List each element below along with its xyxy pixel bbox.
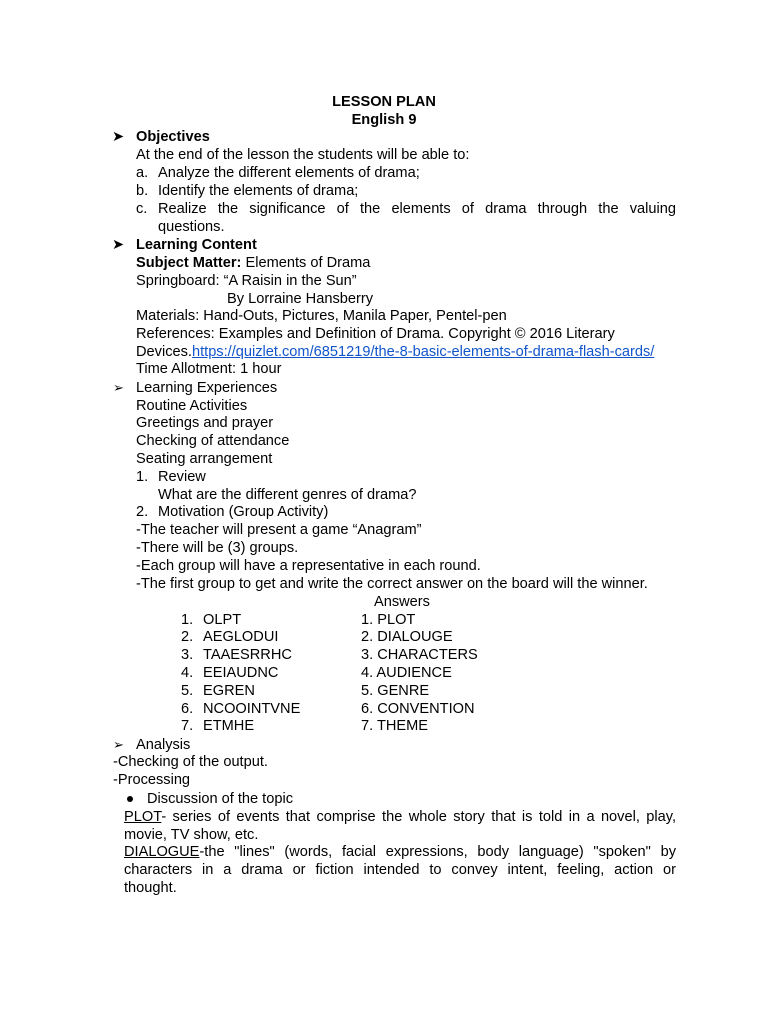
objective-item: Analyze the different elements of drama; xyxy=(158,165,420,181)
references-link-line xyxy=(136,343,654,361)
anagram-number: 3. xyxy=(181,647,194,663)
anagram-scrambled: AEGLODUI xyxy=(203,629,279,645)
objectives-heading: Objectives xyxy=(136,129,210,145)
quizlet-link[interactable]: https://quizlet.com/6851219/the-8-basic-elements-of-drama-flash-cards/ xyxy=(191,344,655,360)
review-question: What are the different genres of drama? xyxy=(158,487,417,503)
plot-term: PLOT xyxy=(124,809,162,825)
motivation-line: -There will be (3) groups. xyxy=(136,540,299,556)
motivation-marker: 2. xyxy=(136,504,149,520)
anagram-scrambled: OLPT xyxy=(203,612,242,628)
dialogue-definition-text: -the "lines" (words, facial expressions, body language) "spoken" by xyxy=(199,844,676,860)
routine-line: Greetings and prayer xyxy=(136,415,274,431)
anagram-number: 5. xyxy=(181,683,194,699)
anagram-answer: 5. GENRE xyxy=(361,683,430,699)
arrow-bullet-icon: ➢ xyxy=(113,737,124,752)
objective-item: Realize the significance of the elements of drama through the valuing xyxy=(158,201,676,217)
references-line: References: Examples and Definition of Drama. Copyright © 2016 Literary xyxy=(136,326,615,342)
materials-line: Materials: Hand-Outs, Pictures, Manila Paper, Pentel-pen xyxy=(136,308,507,324)
arrow-bullet-icon: ➤ xyxy=(112,237,125,253)
arrow-bullet-icon: ➢ xyxy=(113,380,124,395)
objective-item: Identify the elements of drama; xyxy=(158,183,359,199)
analysis-line: -Processing xyxy=(113,772,191,788)
subject-matter-value: Elements of Drama xyxy=(241,255,371,271)
motivation-line: -The first group to get and write the correct answer on the board will the winner. xyxy=(136,576,648,592)
analysis-heading: Analysis xyxy=(136,737,191,753)
plot-definition-text: - series of events that comprise the whole story that is told in a novel, play, xyxy=(161,809,676,825)
anagram-answer: 3. CHARACTERS xyxy=(361,647,478,663)
motivation-line: -The teacher will present a game “Anagram” xyxy=(136,522,422,538)
anagram-answer: 4. AUDIENCE xyxy=(361,665,452,681)
springboard-line: Springboard: “A Raisin in the Sun” xyxy=(136,273,357,289)
bullet-dot-icon xyxy=(127,790,133,808)
time-allotment: Time Allotment: 1 hour xyxy=(136,361,282,377)
anagram-number: 6. xyxy=(181,701,194,717)
learning-content-heading: Learning Content xyxy=(136,237,257,253)
subject-matter-line xyxy=(136,254,370,272)
learning-experiences-heading: Learning Experiences xyxy=(136,380,278,396)
objective-item-continued: questions. xyxy=(158,219,225,235)
anagram-answer: 7. THEME xyxy=(361,718,429,734)
anagram-scrambled: EEIAUDNC xyxy=(203,665,279,681)
dialogue-definition-continued: characters in a drama or fiction intended to convey intent, feeling, action or xyxy=(124,862,676,878)
anagram-scrambled: NCOOINTVNE xyxy=(203,701,301,717)
anagram-number: 7. xyxy=(181,718,194,734)
page-title: LESSON PLAN xyxy=(332,94,436,110)
dialogue-definition xyxy=(124,843,676,861)
dialogue-term: DIALOGUE xyxy=(124,844,200,860)
motivation-label: Motivation (Group Activity) xyxy=(158,504,329,520)
routine-line: Routine Activities xyxy=(136,398,248,414)
anagram-scrambled: ETMHE xyxy=(203,718,255,734)
subject-matter-label: Subject Matter: xyxy=(136,255,242,271)
analysis-line: -Checking of the output. xyxy=(113,754,268,770)
anagram-number: 4. xyxy=(181,665,194,681)
objective-marker: a. xyxy=(136,165,149,181)
plot-definition-continued: movie, TV show, etc. xyxy=(124,827,259,843)
dialogue-definition-end: thought. xyxy=(124,880,177,896)
routine-line: Seating arrangement xyxy=(136,451,273,467)
anagram-number: 2. xyxy=(181,629,194,645)
anagram-answer: 1. PLOT xyxy=(361,612,416,628)
routine-line: Checking of attendance xyxy=(136,433,290,449)
page-subtitle: English 9 xyxy=(351,112,417,128)
objective-marker: c. xyxy=(136,201,148,217)
discussion-bullet: Discussion of the topic xyxy=(147,791,294,807)
review-label: Review xyxy=(158,469,206,485)
review-marker: 1. xyxy=(136,469,149,485)
anagram-answer: 2. DIALOUGE xyxy=(361,629,453,645)
anagram-scrambled: TAAESRRHC xyxy=(203,647,292,663)
author-line: By Lorraine Hansberry xyxy=(227,291,374,307)
motivation-line: -Each group will have a representative in each round. xyxy=(136,558,481,574)
arrow-bullet-icon: ➤ xyxy=(112,129,125,145)
answers-heading: Answers xyxy=(374,594,430,610)
anagram-answer: 6. CONVENTION xyxy=(361,701,475,717)
anagram-number: 1. xyxy=(181,612,194,628)
references-prefix: Devices. xyxy=(136,344,192,360)
plot-definition xyxy=(124,808,676,826)
anagram-scrambled: EGREN xyxy=(203,683,255,699)
objectives-intro: At the end of the lesson the students will be able to: xyxy=(136,147,470,163)
objective-marker: b. xyxy=(136,183,149,199)
